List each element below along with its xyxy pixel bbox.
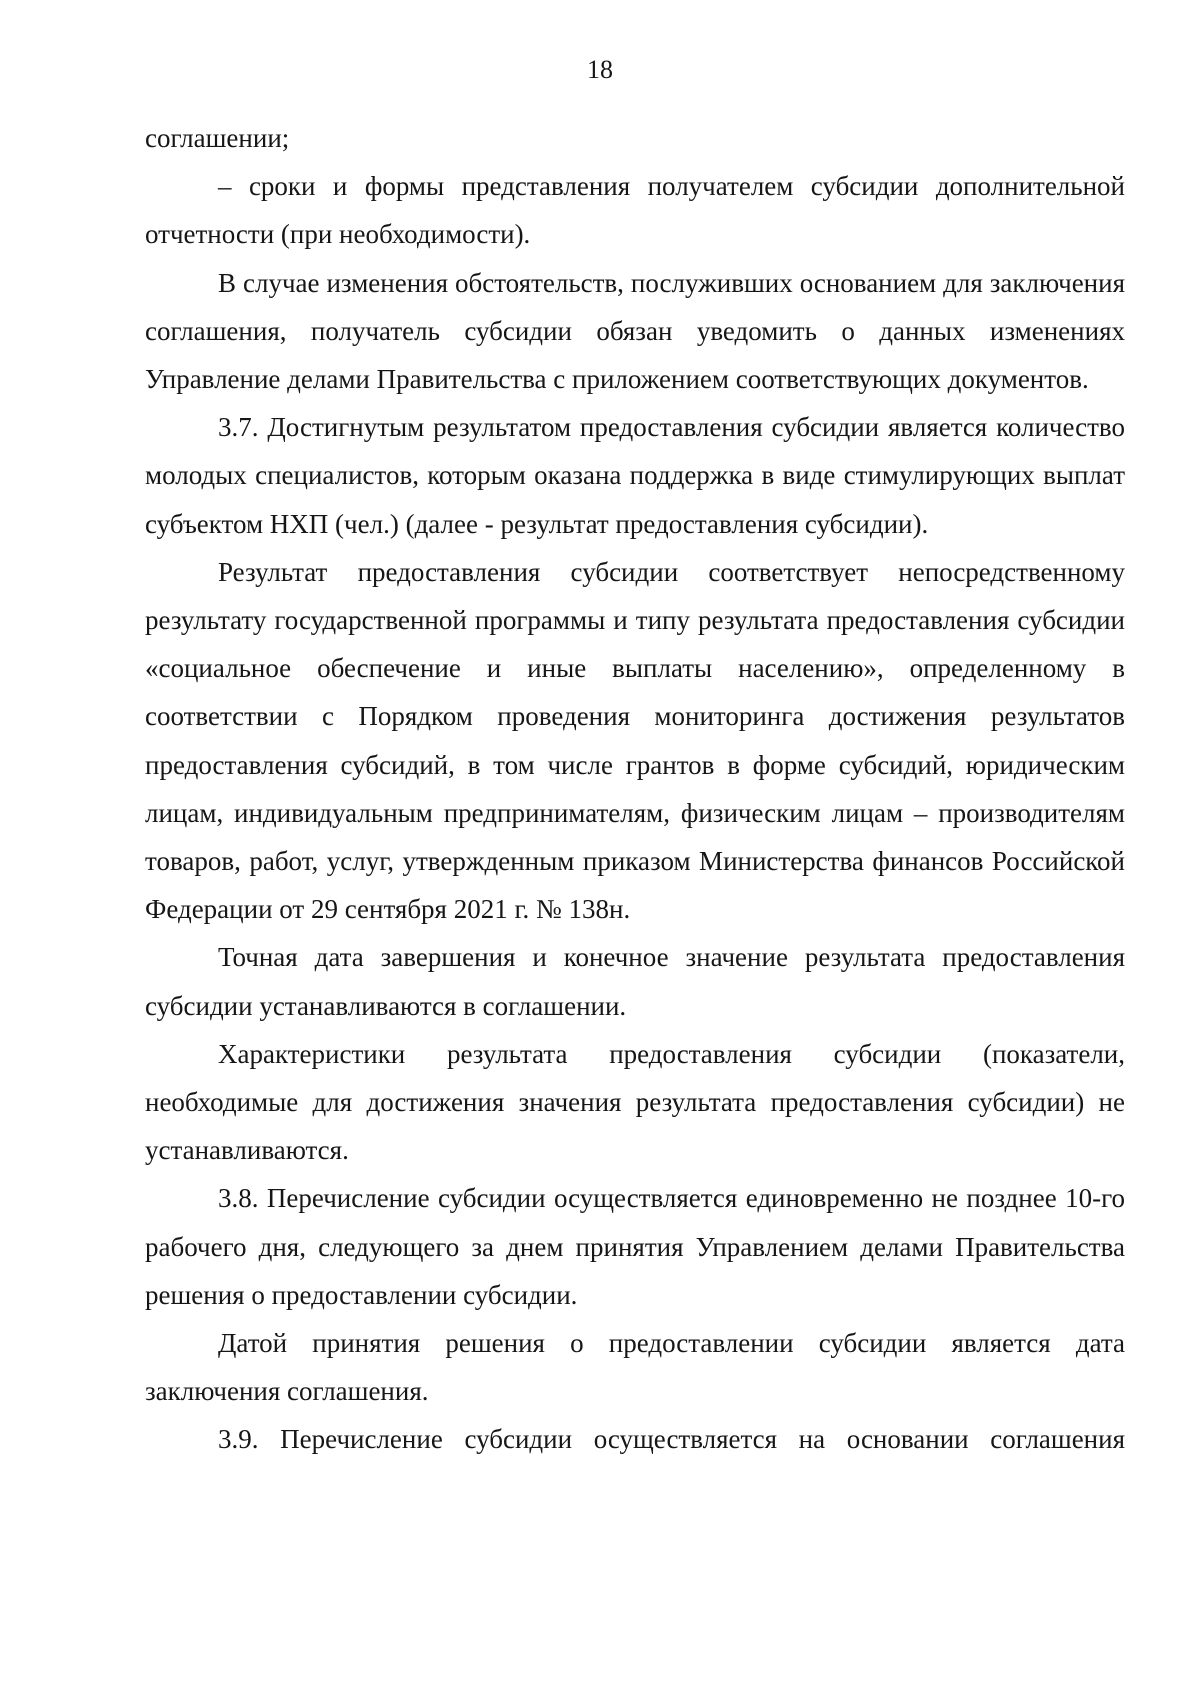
paragraph-exact-date: Точная дата завершения и конечное значение результата предоставления субсидии устанавливаются в соглашении. (145, 942, 1125, 1021)
document-body (145, 114, 1125, 1464)
paragraph-3-7-result: 3.7. Достигнутым результатом предоставления субсидии является количество молодых специалистов, которым оказана поддержка в виде стимулирующих выплат субъектом НХП (чел.) (далее - результат предоставления субсидии). (145, 412, 1125, 539)
paragraph-continuation: соглашении; (145, 123, 290, 153)
paragraph-change-of-circumstances: В случае изменения обстоятельств, послуживших основанием для заключения соглашения, получатель субсидии обязан уведомить о данных изменениях Управление делами Правительства с приложением соответствующих документов. (145, 267, 1125, 395)
paragraph-3-9-transfer-basis: 3.9. Перечисление субсидии осуществляется на основании соглашения (218, 1424, 1125, 1455)
paragraph-decision-date: Датой принятия решения о предоставлении субсидии является дата заключения соглашения. (145, 1328, 1125, 1407)
paragraph-result-correspondence: Результат предоставления субсидии соответствует непосредственному результату государственной программы и типу результата предоставления субсидии «социальное обеспечение и иные выплаты населению», определенному в соответствии с Порядком проведения мониторинга достижения результатов предоставления субсидий, в том числе грантов в форме субсидий, юридическим лицам, индивидуальным предпринимателям, физическим лицам – производителям товаров, работ, услуг, утвержденным приказом Министерства финансов Российской Федерации от 29 сентября 2021 г. № 138н. (145, 556, 1125, 925)
paragraph-result-characteristics: Характеристики результата предоставления субсидии (показатели, необходимые для достижения значения результата предоставления субсидии) не устанавливаются. (145, 1038, 1125, 1166)
paragraph-3-8-transfer: 3.8. Перечисление субсидии осуществляется единовременно не позднее 10-го рабочего дня, следующего за днем принятия Управлением делами Правительства решения о предоставлении субсидии. (145, 1183, 1125, 1310)
paragraph-reporting-deadlines: – сроки и формы представления получателем субсидии дополнительной отчетности (при необходимости). (145, 171, 1125, 250)
page-number: 18 (587, 55, 613, 84)
